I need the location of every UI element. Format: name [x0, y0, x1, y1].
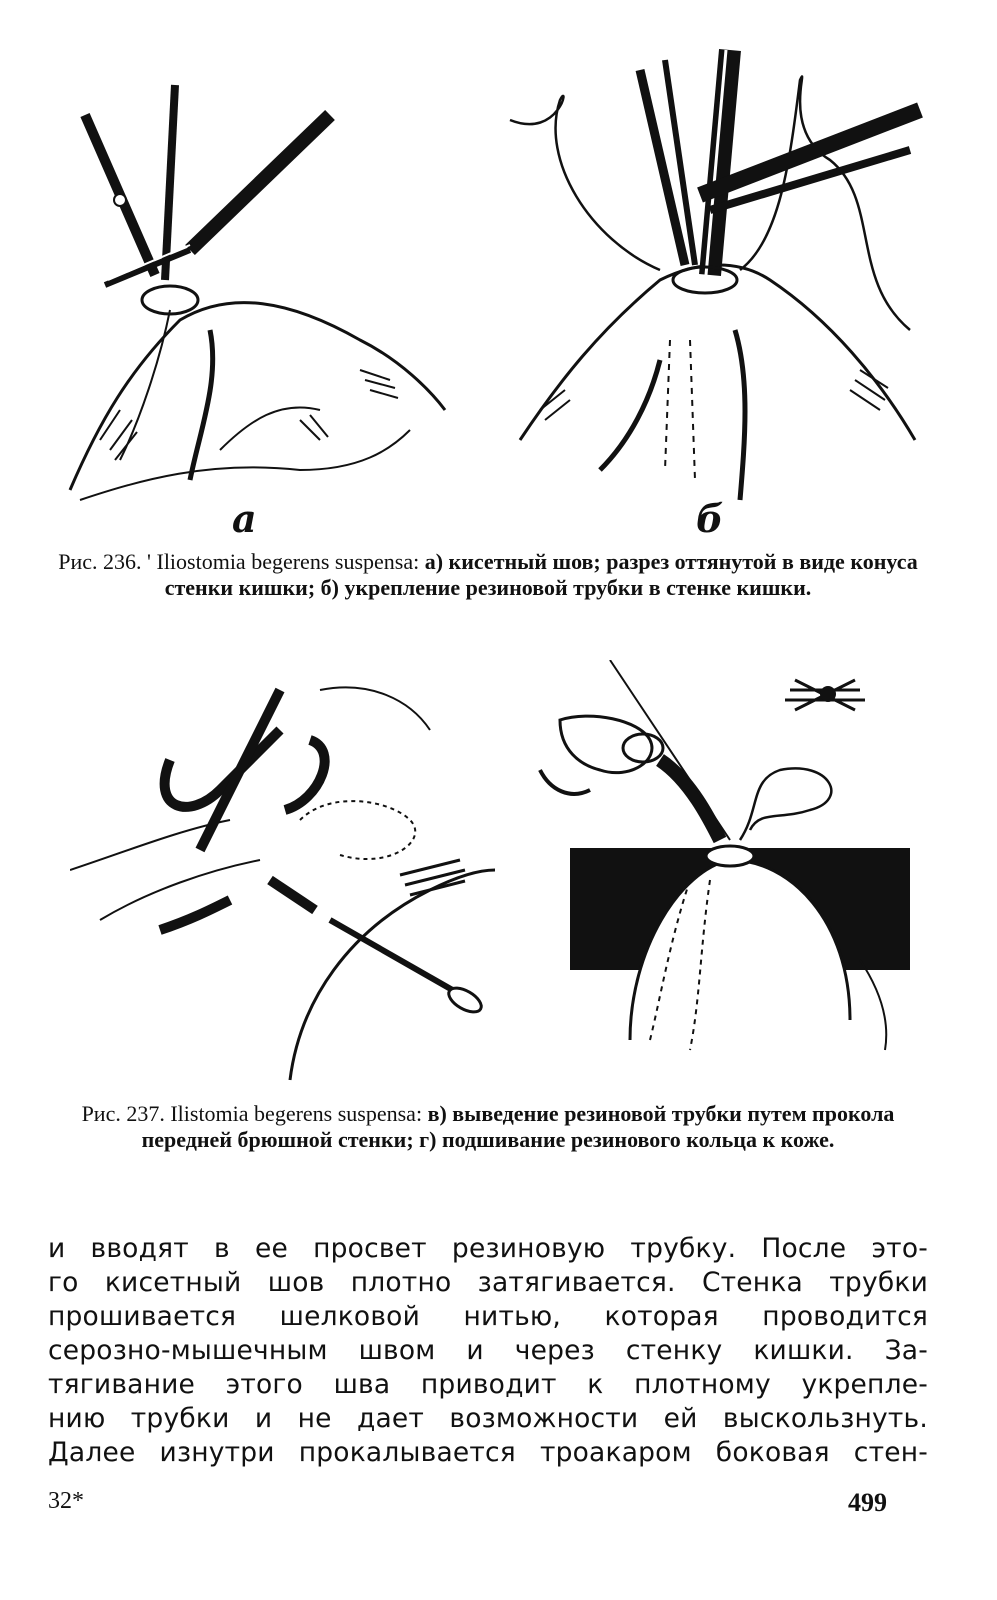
body-line: тягивание этого шва приводит к плотному укрепле- — [48, 1369, 928, 1400]
body-line: прошивается шелковой нитью, которая проводится — [48, 1301, 928, 1332]
page-number: 499 — [848, 1488, 887, 1517]
figure-236-a-illustration — [60, 40, 460, 510]
figure-237-g-illustration — [530, 660, 930, 1080]
signature-mark: 32* — [48, 1488, 84, 1514]
figure-236-b-illustration — [500, 40, 930, 510]
body-paragraph — [48, 1232, 928, 1470]
body-line: серозно-мышечным швом и через стенку кишки. За- — [48, 1335, 928, 1366]
body-line: Далее изнутри прокалывается троакаром боковая стен- — [48, 1437, 928, 1468]
figure-236-caption-text: а) кисетный шов; разрез оттянутой в виде конуса стенки кишки; б) укрепление резиновой трубки в стенке кишки. — [164, 549, 918, 600]
body-line: и вводят в ее просвет резиновую трубку. После это- — [48, 1233, 928, 1264]
body-line: нию трубки и не дает возможности ей выскользнуть. — [48, 1403, 928, 1434]
figure-237-caption — [48, 1101, 928, 1153]
panel-label-b: б — [696, 496, 724, 541]
figure-236-caption-label: Рис. 236. ' Iliostomia begerens suspensa: — [58, 549, 420, 574]
panel-label-a: а — [232, 496, 257, 541]
body-line: го кисетный шов плотно затягивается. Стенка трубки — [48, 1267, 928, 1298]
figure-237-caption-label: Рис. 237. Ilistomia begerens suspensa: — [81, 1101, 423, 1126]
figure-237-v-illustration — [70, 670, 500, 1090]
figure-237-caption-text: в) выведение резиновой трубки путем прокола передней брюшной стенки; г) подшивание резинового кольца к коже. — [141, 1101, 895, 1152]
figure-236-caption — [48, 549, 928, 601]
